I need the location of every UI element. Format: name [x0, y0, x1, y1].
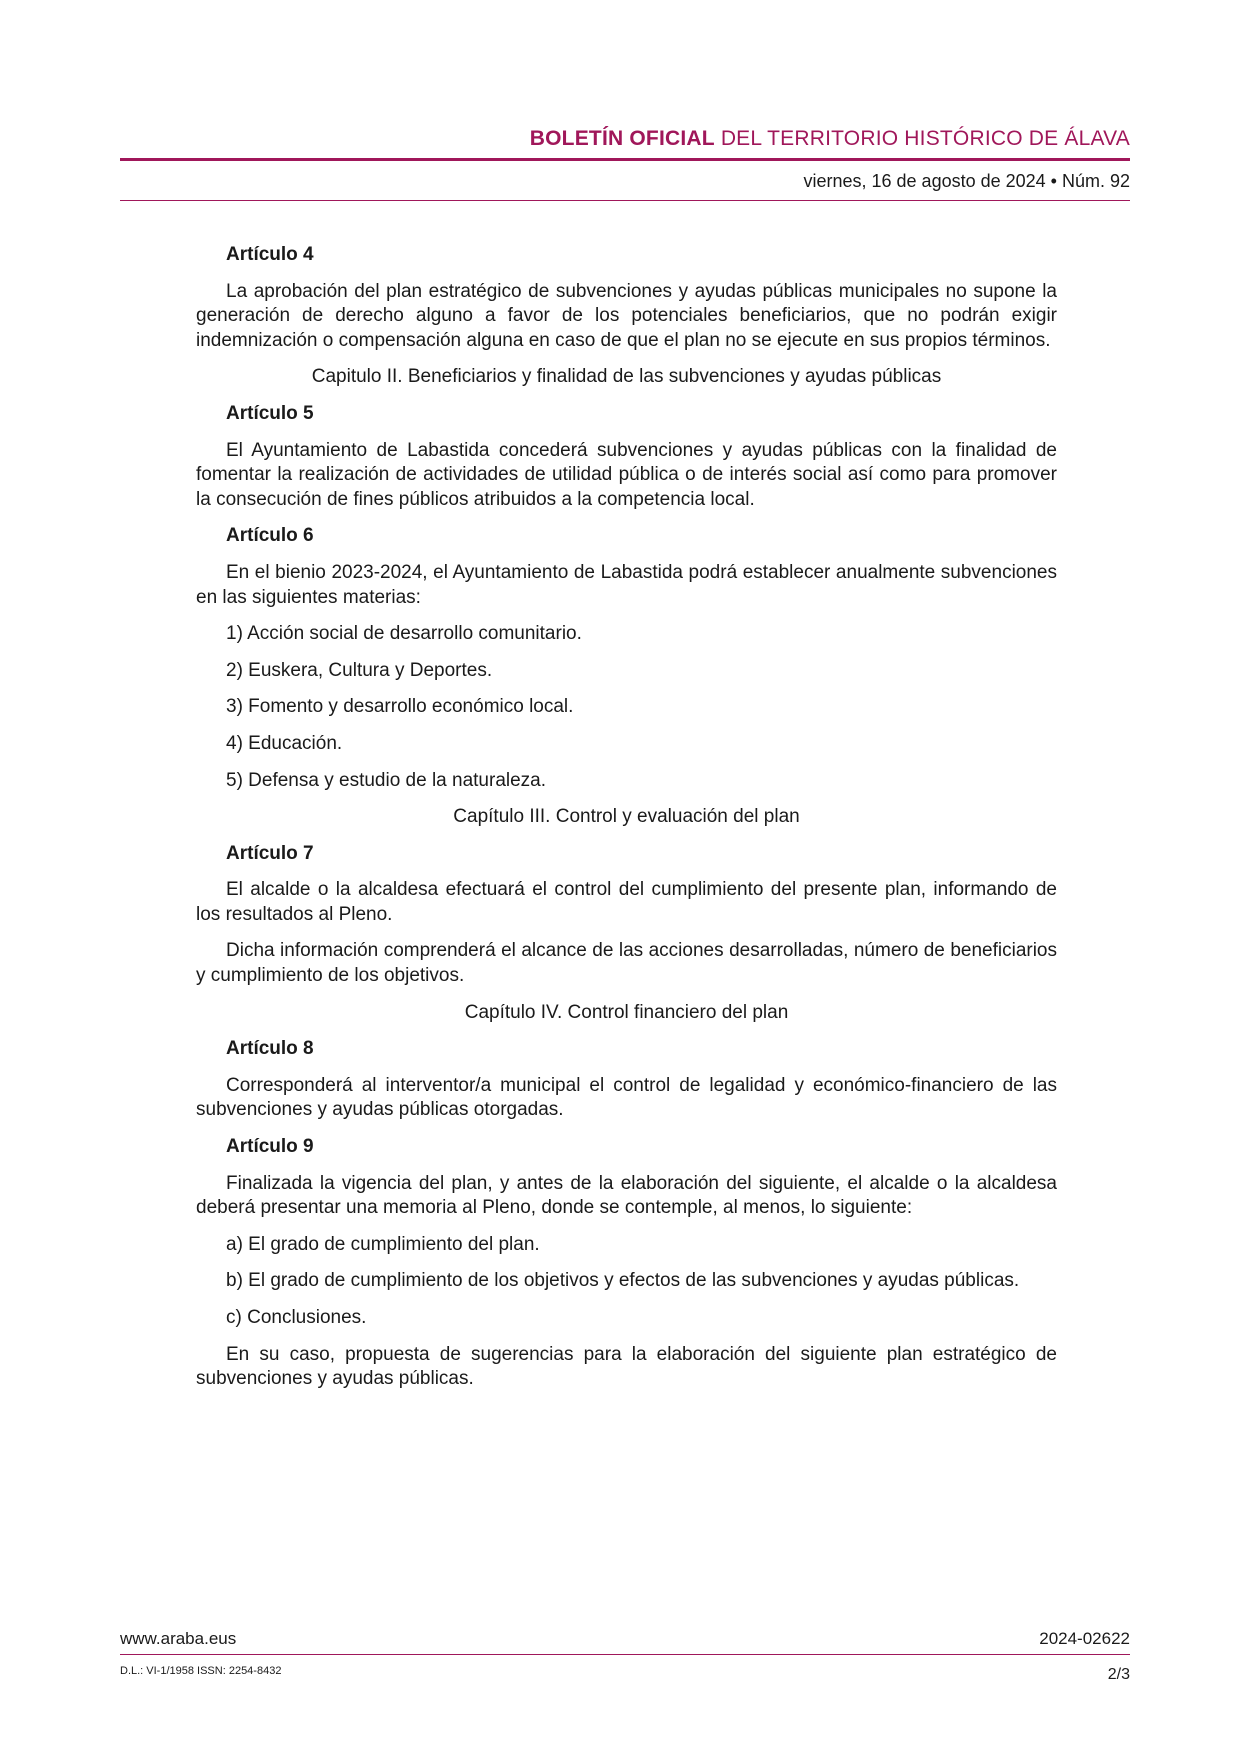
bulletin-title-rest: DEL TERRITORIO HISTÓRICO DE ÁLAVA: [714, 127, 1130, 150]
footer-bottom-row: [120, 1663, 1130, 1685]
article-9-paragraph: Finalizada la vigencia del plan, y antes de la elaboración del siguiente, el alcalde o la alcaldesa deberá presentar una memoria al Pleno, donde se contemple, al menos, lo siguiente:: [196, 1172, 1057, 1219]
article-8-paragraph: Corresponderá al interventor/a municipal el control de legalidad y económico-financiero de las subvenciones y ayudas públicas otorgadas.: [196, 1074, 1057, 1121]
chapter-2-heading: Capitulo II. Beneficiarios y finalidad de las subvenciones y ayudas públicas: [311, 366, 942, 388]
page-footer: [120, 1628, 1130, 1685]
article-6-item: 2) Euskera, Cultura y Deportes.: [226, 659, 493, 681]
chapter-3-heading: Capítulo III. Control y evaluación del plan: [453, 806, 800, 828]
footer-top-row: [120, 1628, 1130, 1650]
header-subrule: [120, 200, 1130, 201]
article-4-title: Artículo 4: [226, 244, 314, 265]
article-9-paragraph: En su caso, propuesta de sugerencias para la elaboración del siguiente plan estratégico de subvenciones y ayudas públicas.: [196, 1343, 1057, 1390]
article-5-title: Artículo 5: [226, 402, 314, 424]
bulletin-title: [120, 124, 1130, 154]
article-9-title: Artículo 9: [226, 1136, 314, 1158]
article-7-paragraph: Dicha información comprenderá el alcance de las acciones desarrolladas, número de beneficiarios y cumplimiento de los objetivos.: [196, 940, 1057, 987]
website-link[interactable]: www.araba.eus: [120, 1629, 237, 1648]
article-6-paragraph: En el bienio 2023-2024, el Ayuntamiento de Labastida podrá establecer anualmente subvenciones en las siguientes materias:: [196, 561, 1057, 608]
article-4-paragraph: La aprobación del plan estratégico de subvenciones y ayudas públicas municipales no supone la generación de derecho alguno a favor de los potenciales beneficiarios, que no podrán exigir indemnización o compensación alguna en caso de que el plan no se ejecute en sus propios términos.: [196, 280, 1057, 351]
header-rule: [120, 158, 1130, 161]
chapter-4-heading: Capítulo IV. Control financiero del plan: [464, 1001, 789, 1023]
article-9-item: a) El grado de cumplimiento del plan.: [226, 1233, 540, 1255]
article-6-item: 5) Defensa y estudio de la naturaleza.: [226, 769, 547, 791]
article-9-item: c) Conclusiones.: [226, 1307, 367, 1328]
document-body: [196, 243, 1057, 1404]
article-6-item: 1) Acción social de desarrollo comunitario.: [226, 623, 582, 645]
bulletin-title-bold: BOLETÍN OFICIAL: [529, 127, 715, 150]
page-header: [120, 124, 1130, 201]
article-8-title: Artículo 8: [226, 1038, 314, 1060]
article-6-item: 3) Fomento y desarrollo económico local.: [226, 696, 574, 718]
article-7-title: Artículo 7: [226, 842, 314, 864]
footer-rule: [120, 1654, 1130, 1655]
legal-deposit: D.L.: VI-1/1958 ISSN: 2254-8432: [120, 1665, 282, 1677]
article-5-paragraph: El Ayuntamiento de Labastida concederá subvenciones y ayudas públicas con la finalidad de fomentar la realización de actividades de utilidad pública o de interés social así como para promover la consecución de fines públicos atribuidos a la competencia local.: [196, 439, 1057, 510]
article-7-paragraph: El alcalde o la alcaldesa efectuará el control del cumplimiento del presente plan, informando de los resultados al Pleno.: [196, 879, 1057, 925]
article-6-title: Artículo 6: [226, 525, 314, 547]
document-number: 2024-02622: [1039, 1629, 1130, 1648]
article-9-item: b) El grado de cumplimiento de los objetivos y efectos de las subvenciones y ayudas públicas.: [226, 1270, 1020, 1292]
page-number: 2/3: [1107, 1666, 1130, 1683]
article-6-item: 4) Educación.: [226, 732, 343, 754]
issue-date: viernes, 16 de agosto de 2024 • Núm. 92: [803, 171, 1130, 191]
